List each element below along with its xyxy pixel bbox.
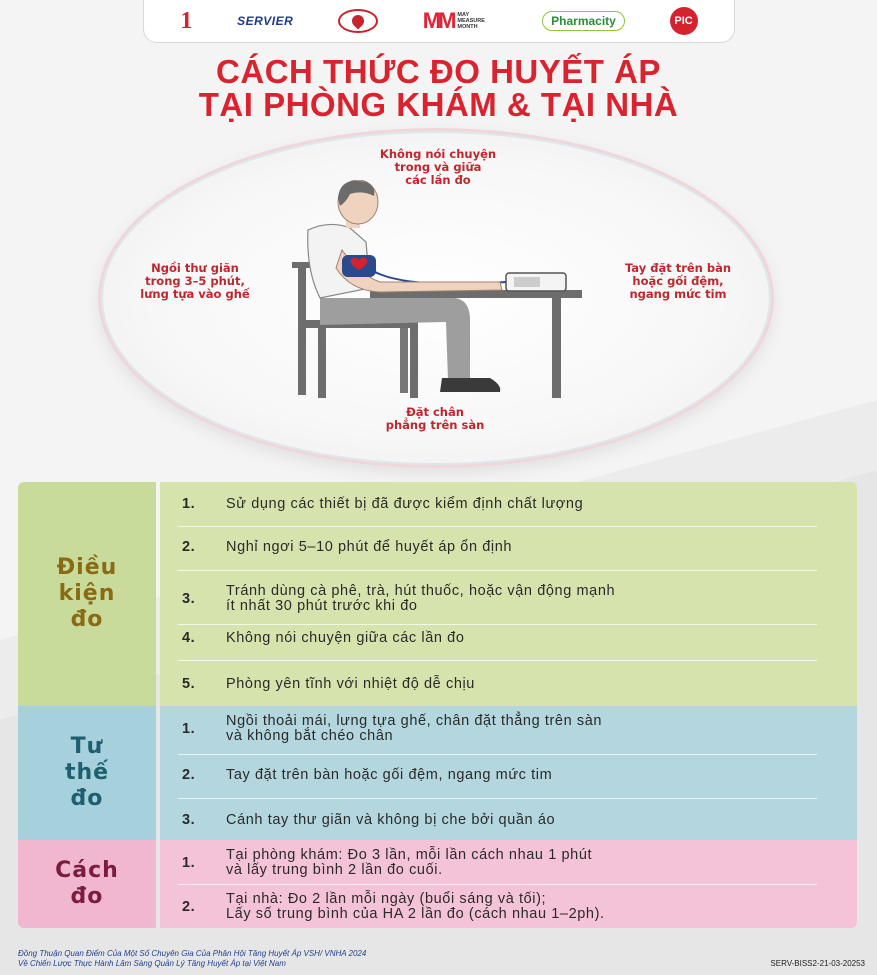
item-number: 1. [182,495,196,512]
logo-pic: PIC [670,7,698,35]
divider [178,624,817,625]
source-line-2: Về Chiến Lược Thực Hành Lâm Sàng Quản Lý Tăng Huyết Áp tại Việt Nam [18,959,286,968]
divider [178,570,817,571]
item-text: Sử dụng các thiết bị đã được kiểm định chất lượng [226,495,584,512]
logo-one-health: 1 [180,7,193,34]
tip-arm-heart-level: Tay đặt trên bàn hoặc gối đệm, ngang mức tim [624,261,732,301]
item-number: 2. [182,898,196,915]
item-text: Cánh tay thư giãn và không bị che bởi quần áo [226,811,556,828]
list-item [160,494,857,514]
logo-may-measure-month [423,8,498,34]
list-item [160,810,857,830]
section-heading-posture: Tư thế đo [18,706,156,840]
divider [178,798,817,799]
item-number: 1. [182,854,196,871]
item-number: 5. [182,675,196,692]
list-item [160,537,857,557]
item-number: 2. [182,766,196,783]
logo-pharmacity: Pharmacity [542,11,625,31]
tip-feet-flat: Đặt chân phẳng trên sàn [385,405,485,432]
document-code: SERV-BISS2-21-03-20253 [770,959,865,968]
item-text: Không nói chuyện giữa các lần đo [226,629,465,646]
item-number: 4. [182,629,196,646]
list-item [160,765,857,785]
logo-servier: SERVIER [237,14,294,28]
list-item [160,846,857,880]
source-line-1: Đồng Thuận Quan Điểm Của Một Số Chuyên Gia Của Phân Hội Tăng Huyết Áp VSH/ VNHA 2024 [18,949,367,958]
item-text: Tại nhà: Đo 2 lần mỗi ngày (buổi sáng và tối); Lấy số trung bình của HA 2 lần đo (cách nhau 1–2ph). [226,891,605,922]
tip-no-talking: Không nói chuyện trong và giữa các lần đo [379,147,497,187]
divider [178,884,817,885]
item-number: 3. [182,590,196,607]
list-item [160,890,857,924]
divider [178,754,817,755]
item-text: Tại phòng khám: Đo 3 lần, mỗi lần cách nhau 1 phút và lấy trung bình 2 lần đo cuối. [226,847,593,878]
page-title-line-2: TẠI PHÒNG KHÁM & TẠI NHÀ [198,86,679,123]
item-text: Tay đặt trên bàn hoặc gối đệm, ngang mức tim [226,766,553,783]
seated-person-bp-illustration [270,180,610,405]
section-measurement-conditions [18,482,857,706]
section-body-method [160,840,857,928]
item-text: Ngồi thoải mái, lưng tựa ghế, chân đặt thẳng trên sàn và không bắt chéo chân [226,713,603,744]
logo-mmm-text: MAY MEASURE MONTH [457,12,485,30]
divider [178,526,817,527]
source-footnote [18,949,366,969]
section-heading-method: Cách đo [18,840,156,928]
logo-mmm-letters: MM [422,8,454,33]
divider [178,660,817,661]
item-text: Phòng yên tĩnh với nhiệt độ dễ chịu [226,675,475,692]
item-number: 3. [182,811,196,828]
section-heading-conditions: Điều kiện đo [18,482,156,706]
section-measurement-posture [18,706,857,840]
list-item [160,674,857,694]
list-item [160,628,857,648]
item-number: 2. [182,538,196,555]
page-title-line-1: CÁCH THỨC ĐO HUYẾT ÁP [216,53,661,90]
section-body-posture [160,706,857,840]
sponsor-logo-bar [143,0,735,43]
tip-sit-relaxed: Ngồi thư giãn trong 3–5 phút, lưng tựa vào ghế [140,261,250,301]
logo-vsh-heart-icon [338,9,378,33]
section-measurement-method [18,840,857,928]
list-item [160,582,857,616]
item-text: Nghỉ ngơi 5–10 phút để huyết áp ổn định [226,538,513,555]
item-text: Tránh dùng cà phê, trà, hút thuốc, hoặc vận động mạnh ít nhất 30 phút trước khi đo [226,583,616,614]
list-item [160,712,857,746]
item-number: 1. [182,720,196,737]
section-body-conditions [160,482,857,706]
